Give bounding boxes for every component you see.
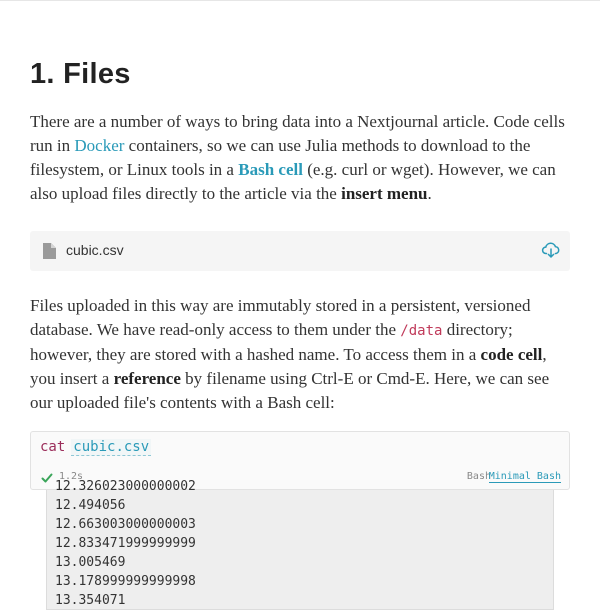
files-text-2: directory; however, they are stored with a hashed name. To access them in a bbox=[30, 320, 513, 364]
files-paragraph bbox=[30, 294, 570, 415]
files-text-4: by filename using Ctrl-E or Cmd-E. Here, we can see our uploaded file's contents with a Bash cell: bbox=[30, 369, 550, 412]
output-line: 12.494056 bbox=[55, 498, 126, 513]
bash-cell-link[interactable]: Bash cell bbox=[238, 160, 303, 179]
download-cloud-icon[interactable] bbox=[542, 241, 560, 259]
output-line: 12.663003000000003 bbox=[55, 517, 196, 532]
intro-text-2: containers, so we can use Julia methods to download to the filesystem, or Linux tools in a bbox=[30, 136, 531, 179]
output-line: 13.005469 bbox=[55, 555, 126, 570]
intro-text-3: (e.g. curl or wget). However, we can also upload files directly to the article via the bbox=[30, 160, 556, 203]
file-icon bbox=[42, 243, 56, 259]
intro-paragraph bbox=[30, 110, 570, 206]
cell-output[interactable] bbox=[46, 479, 554, 610]
data-path: /data bbox=[400, 323, 443, 339]
files-text-3: , you insert a bbox=[30, 345, 547, 388]
check-icon bbox=[41, 472, 53, 484]
section-heading: 1. Files bbox=[30, 58, 131, 90]
command-keyword: cat bbox=[40, 439, 66, 455]
output-line: 12.833471999999999 bbox=[55, 536, 196, 551]
run-time: 1.2s bbox=[59, 471, 84, 482]
top-divider bbox=[0, 0, 600, 1]
code-cell-term: code cell bbox=[480, 345, 543, 364]
code-line[interactable] bbox=[40, 439, 151, 455]
output-line: 12.326023000000002 bbox=[55, 479, 196, 494]
intro-text-4: . bbox=[427, 184, 432, 203]
environment-link[interactable]: Minimal Bash bbox=[488, 471, 561, 482]
files-text-1: Files uploaded in this way are immutably stored in a persistent, versioned database. We have read-only access to them under the bbox=[30, 296, 531, 339]
insert-menu-term: insert menu bbox=[341, 184, 428, 203]
file-reference[interactable]: cubic.csv bbox=[73, 439, 150, 455]
intro-text-1: There are a number of ways to bring data into a Nextjournal article. Code cells run in bbox=[30, 112, 565, 155]
reference-term: reference bbox=[113, 369, 181, 388]
cell-language: Bash bbox=[466, 471, 491, 482]
file-name: cubic.csv bbox=[66, 242, 124, 258]
file-attachment[interactable] bbox=[30, 231, 570, 271]
docker-link[interactable]: Docker bbox=[74, 136, 125, 155]
output-line: 13.354071 bbox=[55, 593, 126, 608]
output-line: 13.178999999999998 bbox=[55, 574, 196, 589]
output-lines bbox=[55, 477, 196, 610]
